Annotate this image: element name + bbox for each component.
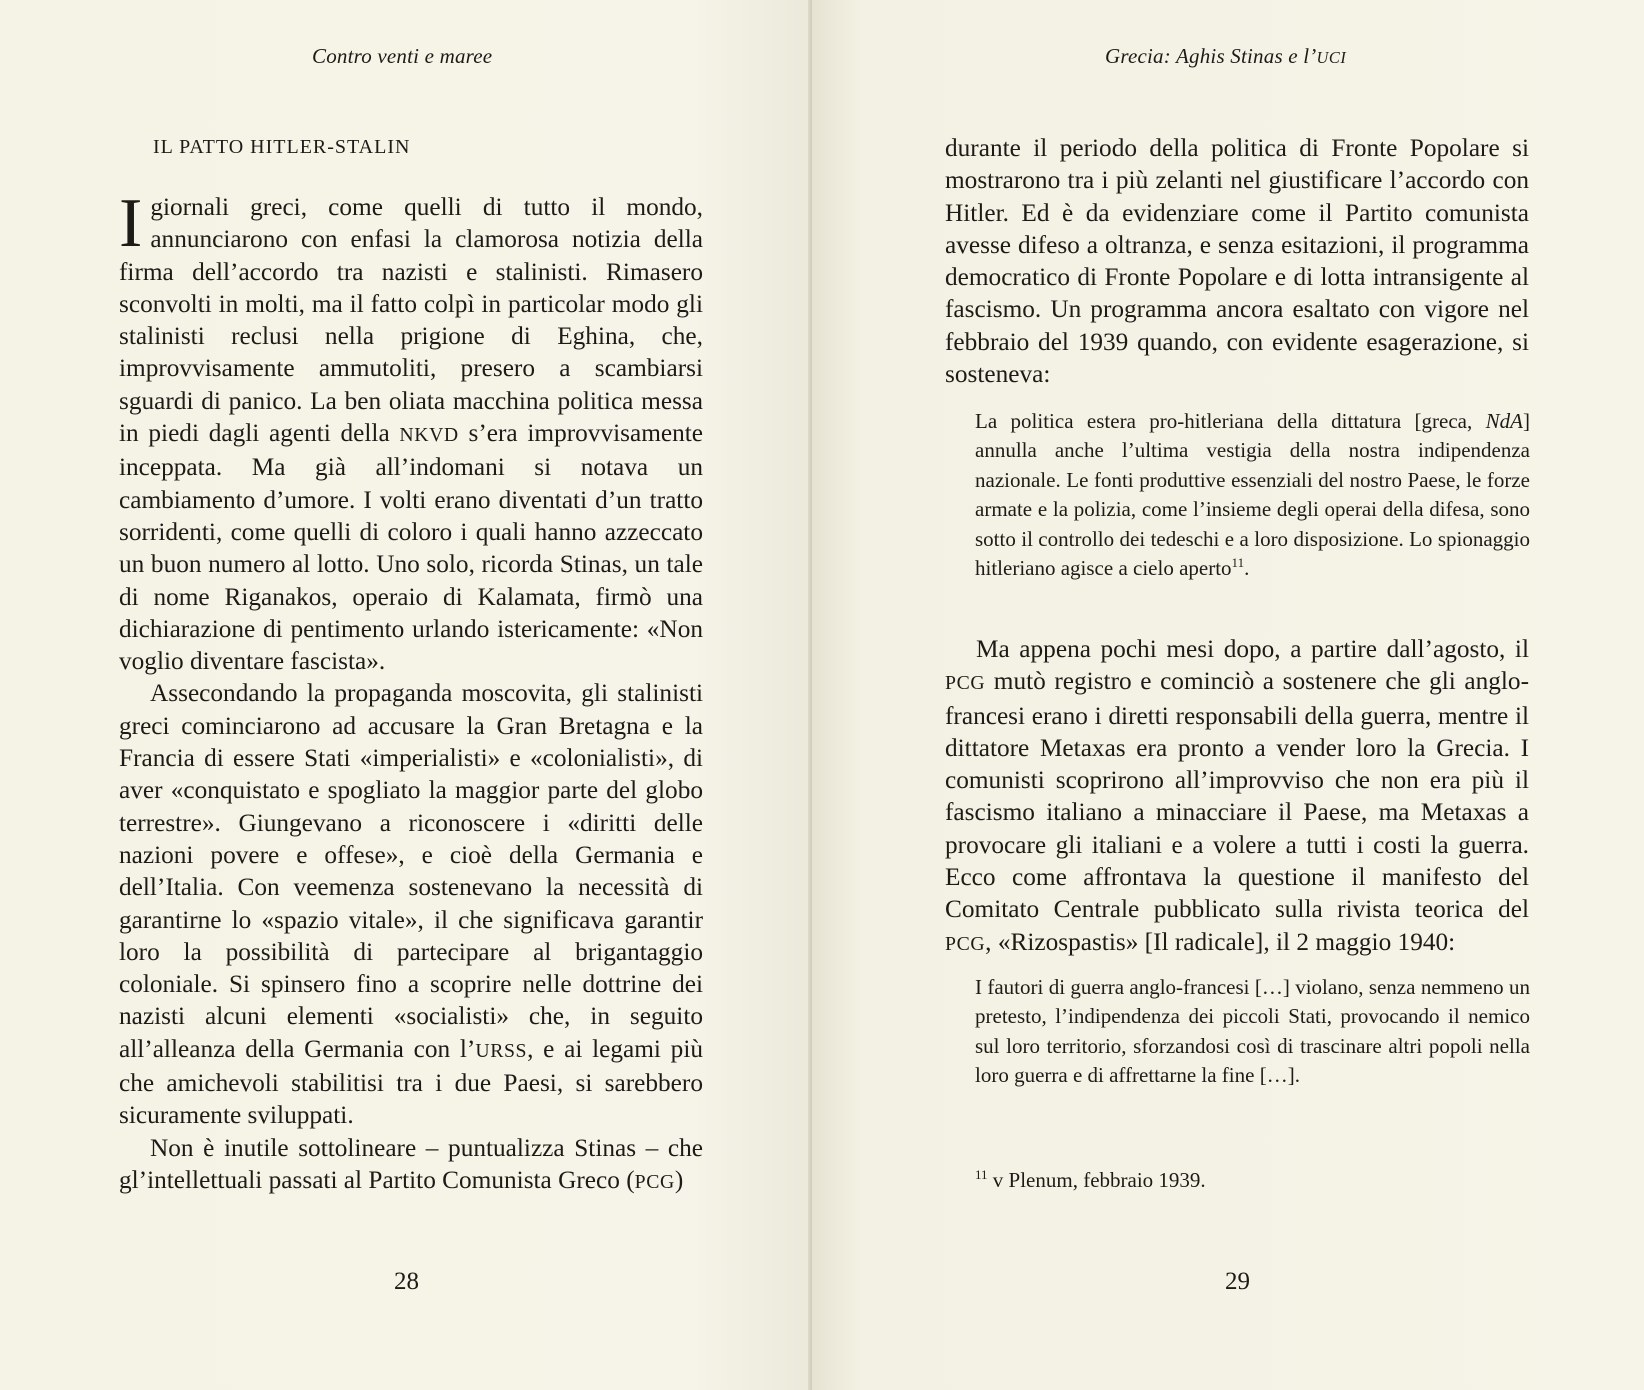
paragraph-text: s’era improvvisamente inceppata. Ma già all’indomani si notava un cambiamento d’umore. I volti erano diventati d’un tratto sorridenti, come quelli di coloro i quali hanno azzeccato un buon numero al lotto. Uno solo, ricorda Stinas, un tale di nome Riganakos, operaio di Kalamata, firmò una dichiarazione di pentimento urlando istericamente: «Non voglio diventare fascista». bbox=[119, 419, 703, 676]
left-body-text bbox=[119, 185, 703, 1198]
quote-text: ] annulla anche l’ultima vestigia della nostra indipendenza nazionale. Le fonti produttive essenziali del nostro Paese, le forze armate e la polizia, come l’insieme degli operai della difesa, sono sotto il controllo dei tedeschi e a loro disposizione. Lo spionaggio hitleriano agisce a cielo aperto bbox=[975, 409, 1530, 581]
right-page bbox=[812, 0, 1644, 1390]
running-head-left: Contro venti e maree bbox=[312, 44, 493, 68]
abbreviation: PCG bbox=[945, 932, 986, 955]
page-number-right: 29 bbox=[1225, 1268, 1250, 1295]
abbreviation: NKVD bbox=[399, 424, 459, 447]
running-head-text: Grecia: Aghis Stinas e l’ bbox=[1105, 44, 1317, 68]
paragraph-text: giornali greci, come quelli di tutto il mondo, annunciarono con enfasi la clamorosa notizia della firma dell’accordo tra nazisti e stalinisti. Rimasero sconvolti in molti, ma il fatto colpì in particolar modo gli stalinisti reclusi nella prigione di Eghina, che, improvvisamente ammutoliti, presero a scambiarsi sguardi di panico. La ben oliata macchina politica messa in piedi dagli agenti della bbox=[119, 193, 703, 448]
nda-abbreviation: NdA bbox=[1485, 409, 1523, 433]
footnote-number: 11 bbox=[975, 1167, 988, 1182]
drop-cap: I bbox=[119, 185, 143, 262]
paragraph-text: Assecondando la propaganda moscovita, gli stalinisti greci cominciarono ad accusare la Gran Bretagna e la Francia di essere Stati «imperialisti» e «colonialisti», di aver «conquistato e spogliato la maggior parte del globo terrestre». Giungevano a riconoscere i «diritti delle nazioni povere e offese», e cioè della Germania e dell’Italia. Con veemenza sostenevano la necessità di garantirne lo «spazio vitale», il che significava garantir loro la possibilità di partecipare al brigantaggio coloniale. Si spinsero fino a scoprire nelle dottrine dei nazisti alcuni elementi «socialisti» che, in seguito all’alleanza della Germania con l’ bbox=[119, 679, 703, 1063]
abbreviation: URSS bbox=[475, 1039, 528, 1062]
quote-text: . bbox=[1244, 556, 1250, 581]
page-number-left: 28 bbox=[394, 1268, 419, 1295]
paragraph: durante il periodo della politica di Fronte Popolare si mostrarono tra i più zelanti nel giustificare l’accordo con Hitler. Ed è da evidenziare come il Partito comunista avesse difeso a oltranza, e senza esitazioni, il programma democratico di Fronte Popolare e di lotta intransigente al fascismo. Un programma ancora esaltato con vigore nel febbraio del 1939 quando, con evidente esagerazione, si sosteneva: bbox=[945, 134, 1529, 389]
footnote-reference[interactable]: 11 bbox=[1231, 555, 1245, 571]
paragraph-text: ) bbox=[674, 1165, 684, 1194]
right-body-text bbox=[945, 132, 1529, 390]
abbreviation: UCI bbox=[1316, 48, 1347, 67]
paragraph-text: Ma appena pochi mesi dopo, a partire dall’agosto, il bbox=[976, 635, 1529, 663]
paragraph bbox=[119, 677, 703, 1131]
right-body-text-2 bbox=[945, 633, 1529, 960]
paragraph bbox=[945, 633, 1529, 960]
block-quote: I fautori di guerra anglo-francesi […] violano, senza nemmeno un pretesto, l’indipendenza dei piccoli Stati, provocando il nemico sul loro territorio, sforzandosi così di trascinare altri popoli nella loro guerra e di affrettarne la fine […]. bbox=[975, 975, 1530, 1088]
paragraph bbox=[119, 185, 703, 677]
block-quote bbox=[975, 407, 1530, 583]
quote-text: La politica estera pro-hitleriana della dittatura [greca, bbox=[975, 409, 1486, 433]
abbreviation: PCG bbox=[945, 672, 986, 695]
paragraph bbox=[119, 1132, 703, 1199]
paragraph-text: , e ai legami più che amichevoli stabilitisi tra i due Paesi, si sarebbero sicuramente sviluppati. bbox=[119, 1034, 703, 1130]
footnote-text: v Plenum, febbraio 1939. bbox=[992, 1168, 1206, 1192]
left-page bbox=[0, 0, 812, 1390]
abbreviation: PCG bbox=[634, 1170, 675, 1193]
paragraph-text: Non è inutile sottolineare – puntualizza Stinas – che gl’intellettuali passati al Partito Comunista Greco ( bbox=[119, 1133, 703, 1194]
paragraph-text: , «Rizospastis» [Il radicale], il 2 maggio 1940: bbox=[985, 927, 1456, 956]
paragraph-text: mutò registro e cominciò a sostenere che gli anglo-francesi erano i diretti responsabili della guerra, mentre il dittatore Metaxas era pronto a vender loro la Grecia. I comunisti scoprirono all’improvviso che non era più il fascismo italiano a minacciare il Paese, ma Metaxas a provocare gli italiani e a volere a tutti i costi la guerra. Ecco come affrontava la questione il manifesto del Comitato Centrale pubblicato sulla rivista teorica del bbox=[945, 667, 1529, 924]
footnote bbox=[975, 1168, 1206, 1193]
running-head-right bbox=[1105, 44, 1346, 69]
section-title: IL PATTO HITLER-STALIN bbox=[153, 136, 411, 158]
